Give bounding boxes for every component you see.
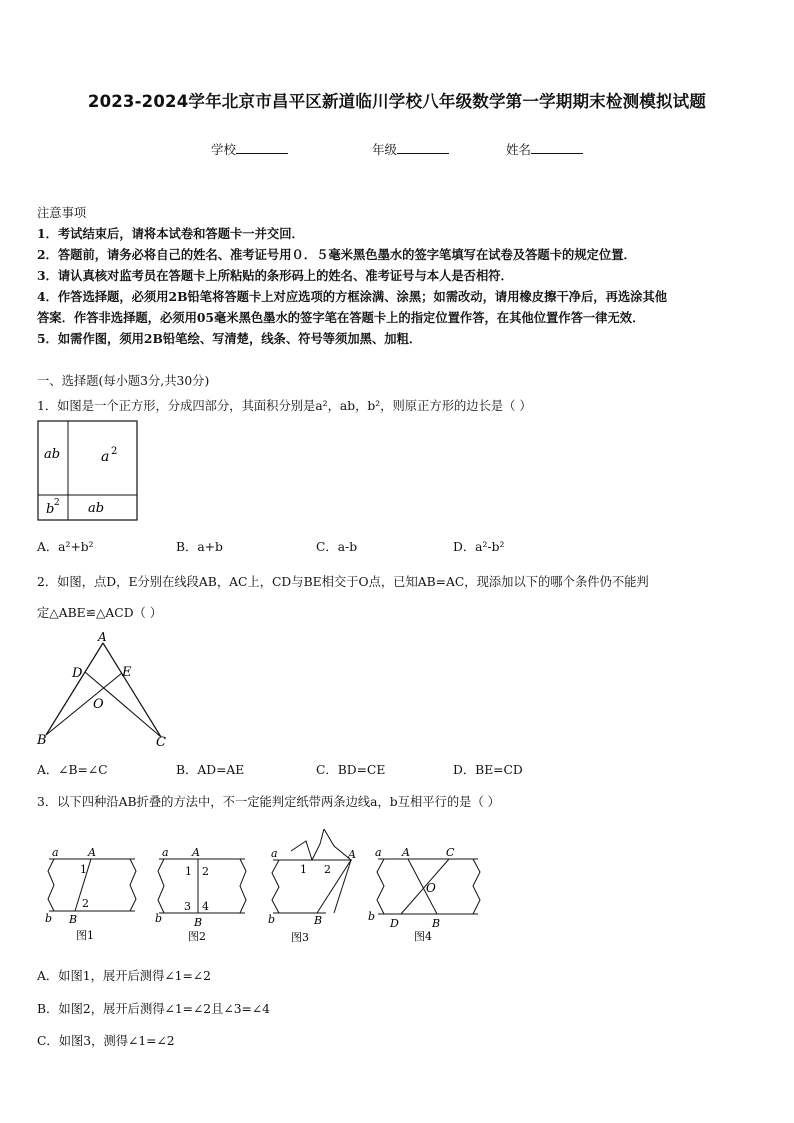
fig2-label-2: 2 [202,865,209,878]
q3-figure-1 [40,838,145,946]
section-heading: 一、选择题(每小题3分,共30分) [37,374,210,388]
q2-option-d[interactable]: D．BE=CD [453,763,523,777]
notice-item: 4．作答选择题，必须用2B铅笔将答题卡上对应选项的方框涂满、涂黑；如需改动，请用橡皮擦干净后，再选涂其他 [37,289,668,304]
question-3-stem: 3．以下四种沿AB折叠的方法中，不一定能判定纸带两条边线a，b互相平行的是（ ） [37,795,500,809]
q2-label-a: A [98,630,107,644]
q3-option-c[interactable]: C．如图3，测得∠1=∠2 [37,1034,175,1048]
name-field[interactable] [506,140,583,158]
fig3-label-b: b [268,913,276,926]
question-2-stem-cont: 定△ABE≌△ACD（ ） [37,606,163,620]
fig3-label-1: 1 [300,863,307,876]
fig2-label-1: 1 [185,865,192,878]
notice-item: 答案．作答非选择题，必须用05毫米黑色墨水的签字笔在答题卡上的指定位置作答，在其他位置作答一律无效． [37,310,645,325]
notice-heading: 注意事项 [37,206,87,220]
fig4-caption: 图4 [414,930,432,943]
fig2-label-b: b [155,912,163,925]
q1-option-c[interactable]: C．a-b [316,540,358,554]
fig2-label-a: a [162,846,169,859]
school-field[interactable] [211,140,288,158]
q1-label-bl-exp: 2 [54,498,60,508]
fig4-label-a: a [375,846,382,859]
grade-field[interactable] [372,140,449,158]
q2-label-d: D [72,666,83,681]
fig4-label-O: O [426,881,436,895]
q2-label-c: C [156,735,166,750]
q2-option-c[interactable]: C．BD=CE [316,763,386,777]
q1-option-d[interactable]: D．a²-b² [453,540,505,554]
fig2-caption: 图2 [188,930,206,943]
q3-option-b[interactable]: B．如图2，展开后测得∠1=∠2且∠3=∠4 [37,1002,270,1016]
fig4-label-A: A [402,846,410,859]
q3-figure-4 [368,838,488,946]
question-2-stem: 2．如图，点D，E分别在线段AB，AC上，CD与BE相交于O点，已知AB=AC，现添加以下的哪个条件仍不能判 [37,575,649,589]
q1-square-figure [37,420,139,522]
fig1-label-A: A [88,846,96,859]
fig1-label-a: a [52,846,59,859]
notice-item: 2．答题前，请务必将自己的姓名、准考证号用０．５毫米黑色墨水的签字笔填写在试卷及答题卡的规定位置． [37,247,636,262]
q3-option-a[interactable]: A．如图1，展开后测得∠1=∠2 [37,969,211,983]
page-title: 2023-2024学年北京市昌平区新道临川学校八年级数学第一学期期末检测模拟试题 [87,92,707,111]
school-label: 学校 [211,142,237,157]
name-blank[interactable] [531,142,583,154]
q1-label-tl: ab [44,447,61,462]
fig1-label-2: 2 [82,897,89,910]
notice-item: 5．如需作图，须用2B铅笔绘、写清楚，线条、符号等须加黑、加粗． [37,331,422,346]
q3-figure-2 [150,838,255,946]
fig1-label-B: B [69,913,78,926]
q1-option-b[interactable]: B．a+b [176,540,223,554]
question-1-stem: 1．如图是一个正方形，分成四部分，其面积分别是a²，ab，b²，则原正方形的边长是（ ） [37,399,532,413]
fig4-label-B: B [432,917,441,930]
q2-option-b[interactable]: B．AD=AE [176,763,245,777]
q2-triangle-figure [34,628,174,750]
q1-label-br: ab [88,501,105,516]
fig3-label-a: a [271,847,278,860]
fig4-label-D: D [390,917,399,930]
notice-item: 3．请认真核对监考员在答题卡上所粘贴的条形码上的姓名、准考证号与本人是否相符． [37,268,513,283]
q3-figure-3 [262,824,372,946]
q1-label-tr: a [101,449,110,465]
fig3-label-A: A [348,848,356,861]
q1-option-a[interactable]: A．a²+b² [37,540,94,554]
fig1-label-b: b [45,912,53,925]
q2-label-e: E [122,665,132,680]
q1-label-tr-exp: 2 [111,446,118,457]
q2-option-a[interactable]: A．∠B=∠C [37,763,108,777]
school-blank[interactable] [236,142,288,154]
q2-label-o: O [93,697,104,712]
fig4-label-b: b [368,910,376,923]
fig2-label-A: A [192,846,200,859]
fig3-label-B: B [314,914,323,927]
fig3-caption: 图3 [291,931,309,944]
fig2-label-B: B [194,916,203,929]
fig3-label-2: 2 [324,863,331,876]
grade-blank[interactable] [397,142,449,154]
fig1-label-1: 1 [80,863,87,876]
q2-label-b: B [37,733,47,748]
q1-label-bl: b [46,502,55,517]
grade-label: 年级 [372,142,398,157]
notice-item: 1．考试结束后，请将本试卷和答题卡一并交回． [37,226,304,241]
fig2-label-4: 4 [202,900,209,913]
fig2-label-3: 3 [184,900,191,913]
fig4-label-C: C [446,846,455,859]
name-label: 姓名 [506,142,532,157]
fig1-caption: 图1 [76,929,94,942]
